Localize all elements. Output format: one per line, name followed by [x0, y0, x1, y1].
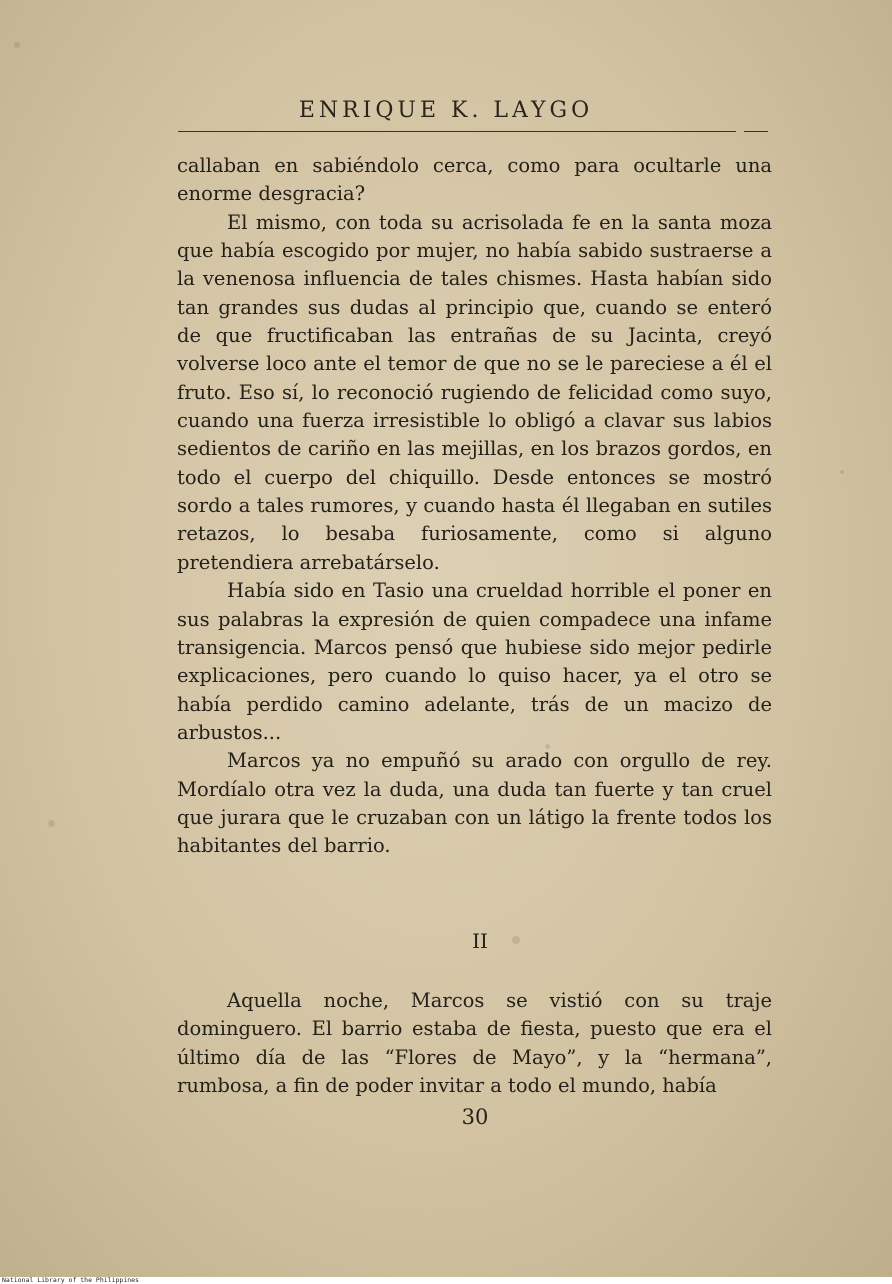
paragraph: Marcos ya no empuñó su arado con orgullo de rey. Mordíalo otra vez la duda, una duda tan fuerte y tan cruel que jurara que le cruzaban con un látigo la frente todos los habitantes del barrio.	[177, 749, 772, 858]
paragraph: Había sido en Tasio una crueldad horrible el poner en sus palabras la expresión de quien compadece una infame transigencia. Marcos pensó que hubiese sido mejor pedirle explicaciones, pero cuando lo quiso hacer, ya el otro se había perdido camino adelante, trás de un macizo de arbustos...	[177, 579, 772, 744]
paragraph: Aquella noche, Marcos se vistió con su traje dominguero. El barrio estaba de fiesta, puesto que era el último día de las “Flores de Mayo”, y la “hermana”, rumbosa, a fin de poder invitar a todo el mundo, había	[177, 989, 772, 1098]
body-text	[177, 152, 772, 861]
paper-stain	[48, 820, 55, 827]
section-number: II	[472, 929, 488, 953]
paper-stain	[840, 470, 844, 474]
section-text	[177, 987, 772, 1100]
paper-stain	[14, 42, 20, 48]
header-rule-tail	[744, 131, 768, 132]
paragraph: El mismo, con toda su acrisolada fe en la santa moza que había escogido por mujer, no había sabido sustraerse a la venenosa influencia de tales chismes. Hasta habían sido tan grandes sus dudas al principio que, cuando se enteró de que fructificaban las entrañas de su Jacinta, creyó volverse loco ante el temor de que no se le pareciese a él el fruto. Eso sí, lo reconoció rugiendo de felicidad como suyo, cuando una fuerza irresistible lo obligó a clavar sus labios sedientos de cariño en las mejillas, en los brazos gordos, en todo el cuerpo del chiquillo. Desde entonces se mostró sordo a tales rumores, y cuando hasta él llegaban en sutiles retazos, lo besaba furiosamente, como si alguno pretendiera arrebatárselo.	[177, 210, 772, 574]
footer-credit: National Library of the Philippines	[2, 1276, 139, 1284]
paragraph: callaban en sabiéndolo cerca, como para ocultarle una enorme desgracia?	[177, 154, 772, 206]
running-head: ENRIQUE K. LAYGO	[298, 98, 594, 123]
page-number: 30	[461, 1105, 489, 1129]
header-rule	[178, 131, 736, 132]
